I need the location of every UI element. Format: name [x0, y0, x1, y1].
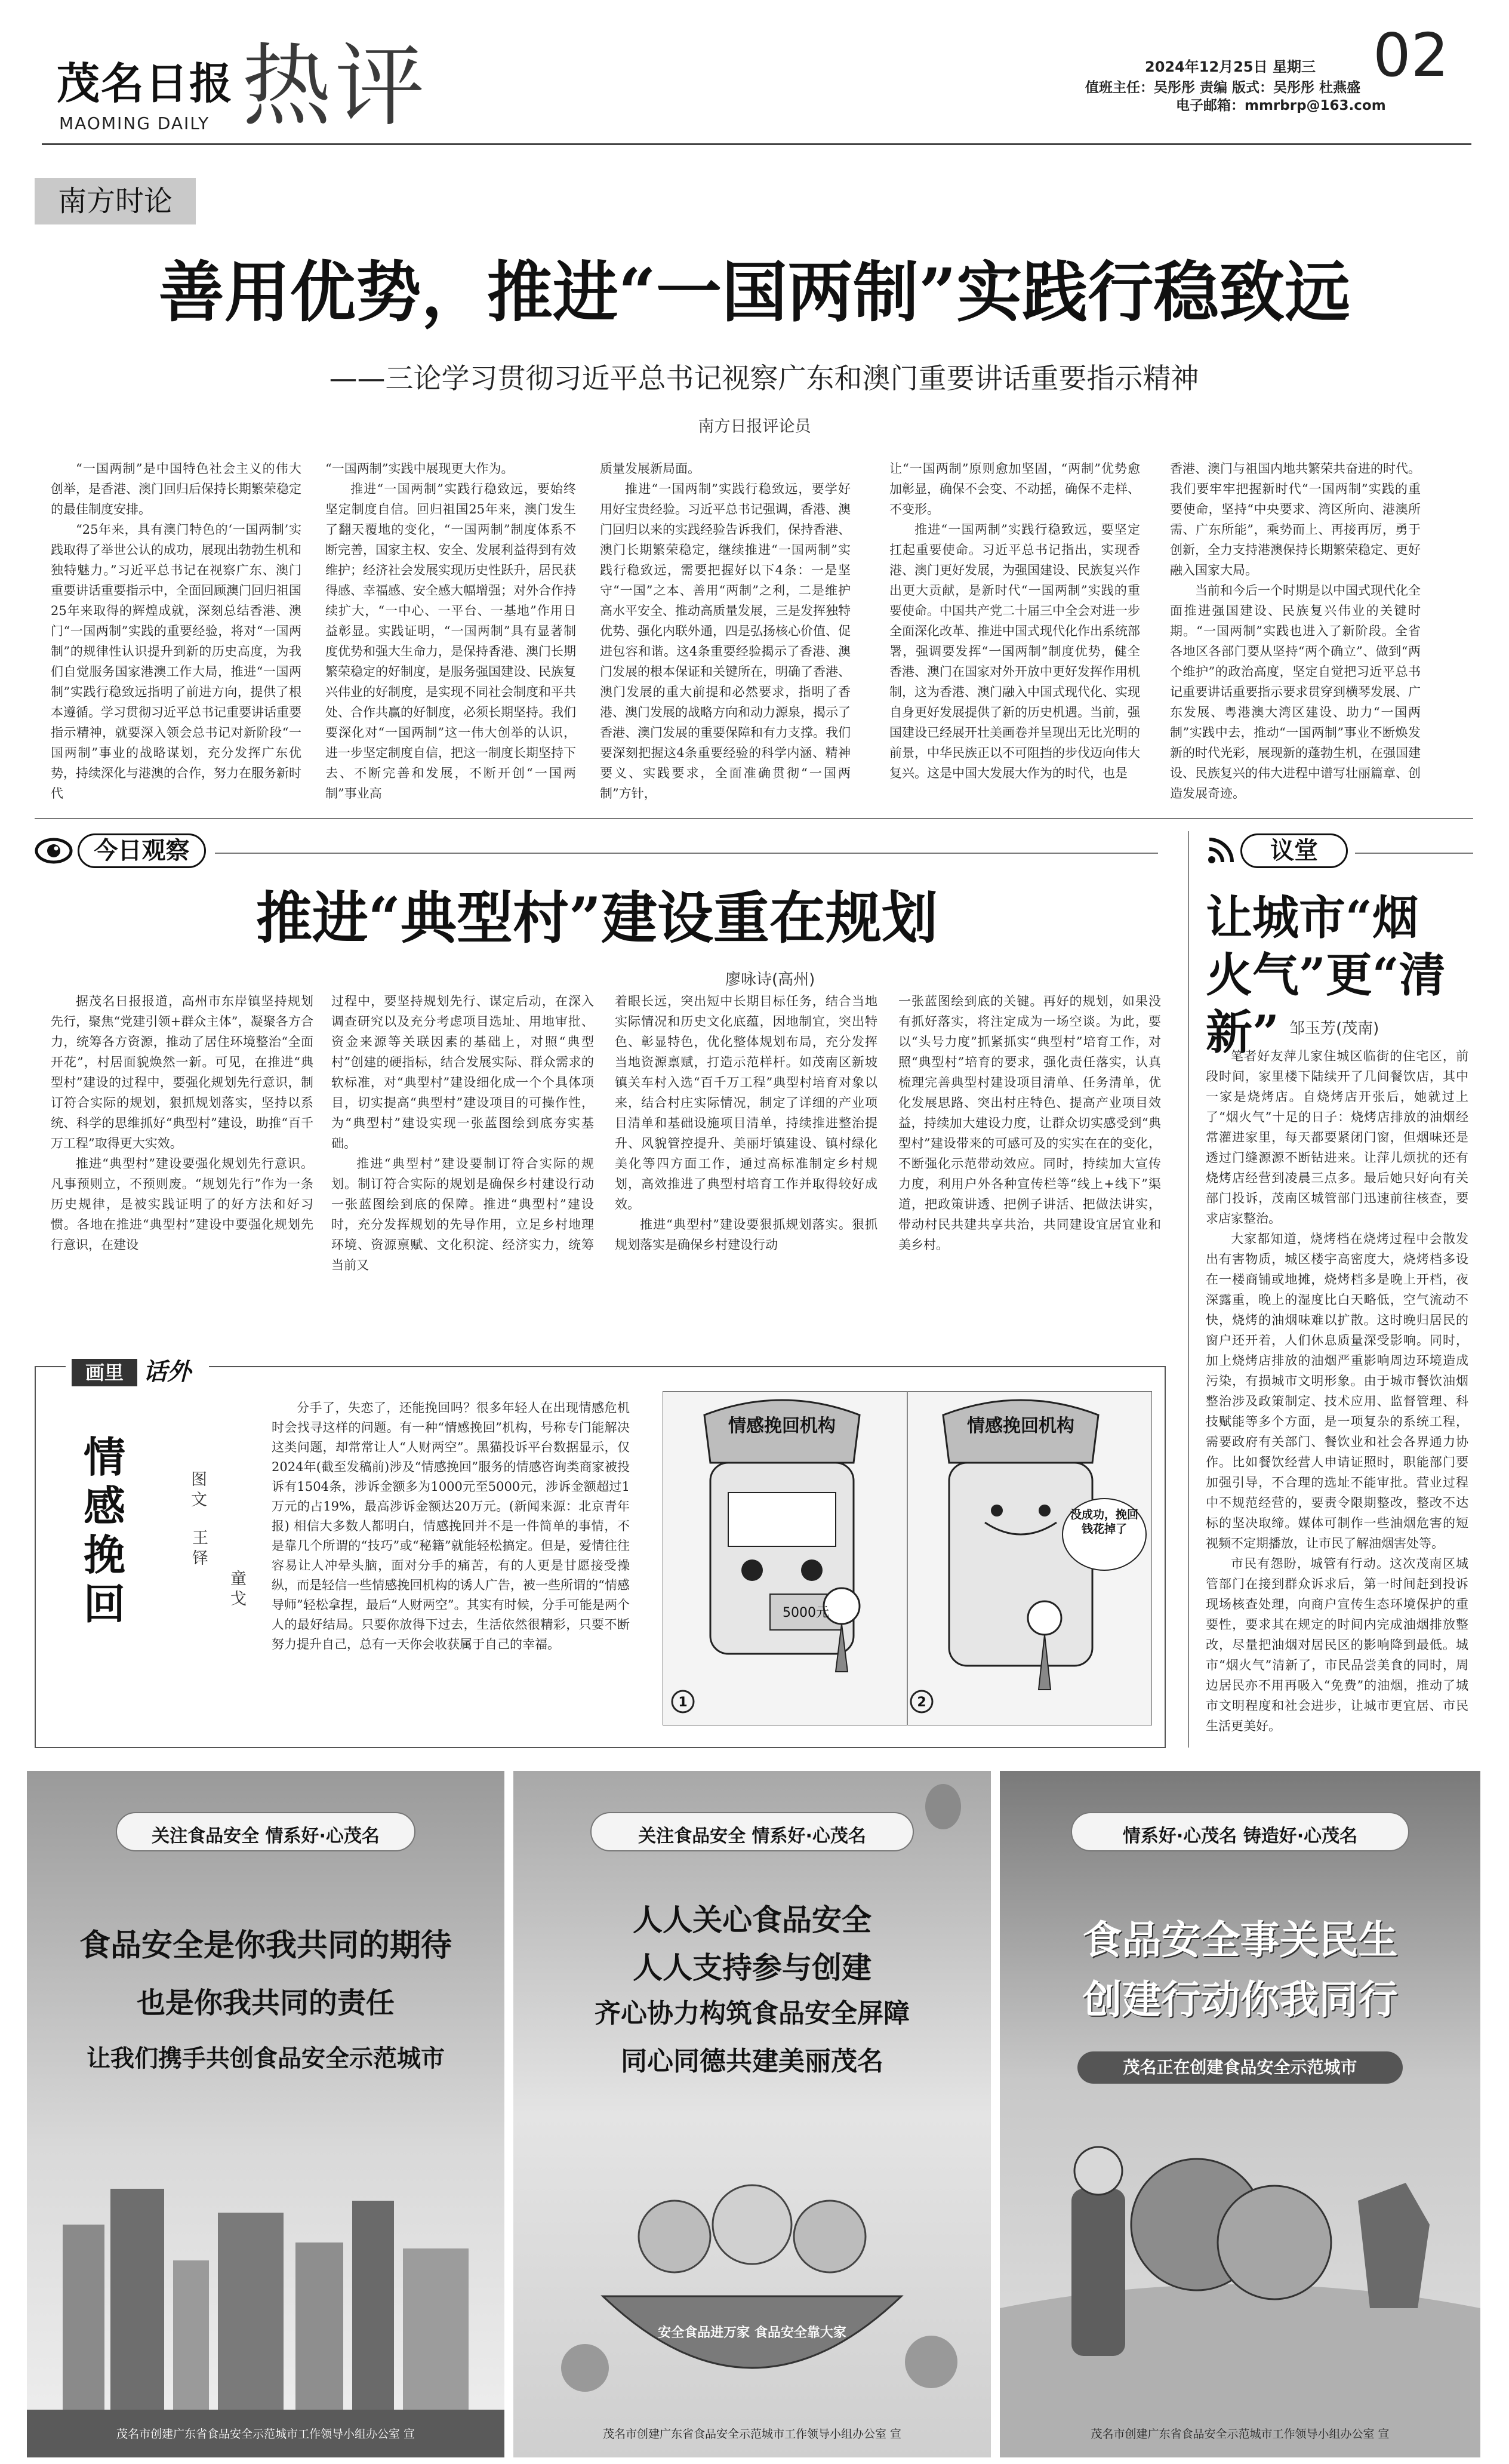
poster-3: [1000, 1771, 1480, 2457]
cartoon-tag-a: 画里: [72, 1359, 137, 1386]
observe-title: 推进“典型村”建设重在规划: [255, 885, 938, 951]
email-line: 电子邮箱：mmrbrp@163.com: [1176, 98, 1386, 113]
paragraph: 推进“典型村”建设要狠抓规划落实。狠抓规划落实是确保乡村建设行动: [615, 1217, 877, 1252]
paragraph: 分手了，失恋了，还能挽回吗？很多年轻人在出现情感危机时会找寻这样的问题。有一种“情感挽回”机构，号称专门能解决这类问题，却常常让人“人财两空”。黑猫投诉平台数据显示，仅2024年(截至发稿前)涉及“情感挽回”服务的情感咨询类商家被投诉有1504条，涉诉金额多为1000元至5000元，涉诉金额超过1万元的占19%，最高涉诉金额达20万元。(新闻来源：北京青年报) 相信大多数人都明白，情感挽回并不是一件简单的事情，不是靠几个所谓的“技巧”或“秘籍”就能轻松搞定。但是，爱情往往容易让人冲晕头脑，面对分手的痛苦，有的人更是甘愿接受操纵，而是轻信一些情感挽回机构的诱人广告，被一些所谓的“情感导师”轻松拿捏，最后“人财两空”。其实有时候，分手可能是两个人的最好结局。只要你放得下过去，生活依然很精彩，只要不断努力提升自己，总有一天你会收获属于自己的幸福。: [272, 1401, 630, 1651]
logo-block: [57, 49, 234, 133]
paragraph: 过程中，要坚持规划先行、谋定后动，在深入调查研究以及充分考虑项目选址、用地审批、资金来源等关联因素的基础上，对照“典型村”创建的硬指标，结合发展实际、群众需求的软标准，对“典型村”建设细化成一个个具体项目，切实提高“典型村”建设项目的可操作性，为“典型村”建设实现一张蓝图绘到底夯实基础。: [331, 994, 594, 1151]
poster-3-footer: 茂名市创建广东省食品安全示范城市工作领导小组办公室 宣: [1091, 2428, 1390, 2441]
logo-en: MAOMING DAILY: [59, 113, 210, 133]
broadcast-icon: [1206, 836, 1236, 866]
poster-3-line-1: 食品安全事关民生: [1082, 1917, 1398, 1963]
panel-1-number: 1: [678, 1695, 688, 1710]
eye-icon: [35, 835, 73, 867]
paragraph: 着眼长远，突出短中长期目标任务，结合当地实际情况和历史文化底蕴，因地制宜，突出特色、彰显特色，优化整体规划布局，充分发挥当地资源禀赋，打造示范样杆。如茂南区新坡镇关车村入选“百千万工程”典型村培育对象以来，结合村庄实际情况，制定了详细的产业项目清单和基础设施项目清单，持续推进整治提升、风貌管控提升、美丽圩镇建设、镇村绿化美化等四方面工作，通过高标准制定乡村规划，高效推进了典型村培育工作并取得较好成效。: [615, 994, 877, 1211]
poster-3-art: [1000, 1771, 1480, 2457]
lead-column-5: [1170, 459, 1421, 805]
paragraph: 推进“一国两制”实践行稳致远，要始终坚定制度自信。回归祖国25年来，澳门发生了翻天覆地的变化，“一国两制”制度体系不断完善，国家主权、安全、发展利益得到有效维护；经济社会发展实现历史性跃升，居民获得感、幸福感、安全感大幅增强；对外合作持续扩大，“一中心、一平台、一基地”作用日益彰显。实践证明，“一国两制”具有显著制度优势和强大生命力，是保持香港、澳门长期繁荣稳定的好制度，是服务强国建设、民族复兴伟业的好制度，是实现不同社会制度和平共处、合作共赢的好制度，必须长期坚持。我们要深化对“一国两制”这一伟大创举的认识，进一步坚定制度自信，把这一制度长期坚持下去、不断完善和发展，不断开创“一国两制”事业高: [325, 482, 576, 801]
cartoon-title: 情感挽回: [84, 1432, 125, 1629]
logo: 茂名日报: [57, 58, 234, 109]
panel-1-sign: 情感挽回机构: [728, 1416, 836, 1436]
paragraph: 笔者好友萍儿家住城区临街的住宅区，前段时间，家里楼下陆续开了几间餐饮店，其中一家是烧烤店。自烧烤店开张后，她就过上了“烟火气”十足的日子：烧烤店排放的油烟经常灌进家里，每天都要紧闭门窗，但烟味还是透过门缝源源不断钻进来。让萍儿烦扰的还有烧烤店经营到凌晨三点多。最后她只好向有关部门投诉，茂南区城管部门迅速前往核查，要求店家整治。: [1206, 1049, 1468, 1226]
section-divider: [35, 818, 1473, 819]
paragraph: 香港、澳门与祖国内地共繁荣共奋进的时代。我们要牢牢把握新时代“一国两制”实践的重要使命，坚持“中央要求、湾区所向、港澳所需、广东所能”，乘势而上、再接再厉，勇于创新，全力支持港澳保持长期繁荣稳定、更好融入国家大局。: [1170, 462, 1421, 577]
lead-column-4: [889, 459, 1140, 805]
paragraph: 推进“一国两制”实践行稳致远，要坚定扛起重要使命。习近平总书记指出，实现香港、澳门更好发展，为强国建设、民族复兴作出更大贡献，是新时代“一国两制”实践的重要使命。中国共产党二十届三中全会对进一步全面深化改革、推进中国式现代化作出系统部署，强调要发挥“一国两制”制度优势，健全香港、澳门在国家对外开放中更好发挥作用机制，这为香港、澳门融入中国式现代化、实现自身更好发展提供了新的历史机遇。当前，强国建设已经展开壮美画卷并呈现出无比光明的前景，中华民族正以不可阻挡的步伐迈向伟大复兴。这是中国大发展大作为的时代，也是: [889, 522, 1140, 780]
yiyi-title: 让城市“烟火气”更“清新”: [1206, 891, 1446, 1060]
page-number: 02: [1373, 20, 1449, 90]
observe-column-2: [331, 991, 594, 1349]
yiyi-byline: 邹玉芳(茂南): [1289, 1020, 1379, 1038]
paragraph: 据茂名日报报道，高州市东岸镇坚持规划先行，聚焦“党建引领+群众主体”，凝聚各方合力，统筹各方资源，推动了居住环境整治“全面开花”，村居面貌焕然一新。可见，在推进“典型村”建设的过程中，要强化规划先行意识，制订符合实际的规划，狠抓规划落实，坚持以系统、科学的思维抓好“典型村”建设，助推“百千万工程”取得更大实效。: [51, 994, 313, 1151]
cartoon-credit-c: 童戈: [230, 1570, 247, 1608]
poster-2-line-4: 同心同德共建美丽茂名: [621, 2046, 883, 2077]
cartoon-text: [272, 1398, 630, 1733]
poster-1: [27, 1771, 504, 2457]
cartoon-illustration: [663, 1391, 1152, 1725]
yiyi-tag-label: 议堂: [1240, 833, 1348, 868]
lead-column-2: [325, 459, 576, 805]
poster-1-footer: 茂名市创建广东省食品安全示范城市工作领导小组办公室 宣: [116, 2428, 415, 2441]
panel-1-bottle: 5000元: [783, 1605, 829, 1620]
poster-2-line-1: 人人关心食品安全: [633, 1903, 871, 1937]
cartoon-tag: [66, 1354, 209, 1390]
observe-tag: [35, 831, 208, 870]
observe-column-1: [51, 991, 313, 1349]
paragraph: 让“一国两制”原则愈加坚固，“两制”优势愈加彰显，确保不会变、不动摇，确保不走样、不变形。: [889, 462, 1140, 516]
poster-2-line-2: 人人支持参与创建: [633, 1951, 871, 1985]
poster-2: [513, 1771, 991, 2457]
yiyi-tag: [1206, 831, 1349, 870]
paragraph: 一张蓝图绘到底的关键。再好的规划，如果没有抓好落实，将注定成为一场空谈。为此，要以“头号力度”抓紧抓实“典型村”培育工作，对照“典型村”培育的要求，强化责任落实，认真梳理完善典型村建设项目清单、任务清单，优化发展思路、突出村庄特色、提高产业项目效益，持续加大建设力度，让群众切实感受到“典型村”建设带来的可感可及的实实在在的变化，不断强化示范带动效应。同时，持续加大宣传力度，利用户外各种宣传栏等“线上+线下”渠道，把政策讲透、把例子讲活、把做法讲实，带动村民共建共享共治，共同建设宜居宜业和美乡村。: [898, 994, 1161, 1252]
poster-3-banner: 茂名正在创建食品安全示范城市: [1077, 2051, 1403, 2084]
paragraph: 推进“典型村”建设要强化规划先行意识。凡事预则立，不预则废。“规划先行”作为一条历史规律，是被实践证明了的好方法和好习惯。各地在推进“典型村”建设中要强化规划先行意识，在建设: [51, 1156, 313, 1252]
column-tag: 南方时论: [35, 178, 196, 224]
observe-column-3: [615, 991, 877, 1349]
poster-1-line-3: 让我们携手共创食品安全示范城市: [87, 2045, 445, 2072]
poster-1-line-2: 也是你我共同的责任: [136, 1986, 395, 2020]
masthead-rule: [42, 143, 1471, 145]
masthead: [0, 0, 1509, 179]
cartoon-credit-a: 图文: [191, 1471, 207, 1509]
issue-date: 2024年12月25日 星期三: [1145, 59, 1316, 75]
observe-tag-rule: [215, 853, 1158, 854]
poster-3-header: 情系好·心茂名 铸造好·心茂名: [1122, 1826, 1358, 1847]
poster-3-line-2: 创建行动你我同行: [1082, 1977, 1398, 2023]
observe-byline: 廖咏诗(高州): [725, 971, 815, 989]
yiyi-tag-rule: [1355, 853, 1473, 854]
poster-1-line-1: 食品安全是你我共同的期待: [79, 1928, 452, 1964]
poster-2-header: 关注食品安全 情系好·心茂名: [638, 1826, 866, 1847]
paragraph: 大家都知道，烧烤档在烧烤过程中会散发出有害物质，城区楼宇高密度大，烧烤档多设在一楼商铺或地摊，烧烤档多是晚上开档，夜深露重，晚上的湿度比白天略低，空气流动不快，烧烤的油烟味难以扩散。这时晚归居民的窗户还开着，人们休息质量深受影响。同时，加上烧烤店排放的油烟严重影响周边环境造成污染，有损城市文明形象。由于城市餐饮油烟整治涉及政策制定、技术应用、监督管理、科技赋能等多个方面，是一项复杂的系统工程，需要政府有关部门、餐饮业和社会各界通力协作。比如餐饮经营人申请证照时，职能部门要加强引导，不合理的选址不能审批。营业过程中不规范经营的，要责令限期整改，整改不达标的坚决取缔。媒体可制作一些油烟危害的短视频不定期播放，让市民了解油烟害处等。: [1206, 1232, 1468, 1551]
section-title: 热评: [242, 35, 429, 139]
editor-line: 值班主任：吴彤彤 责编 版式：吴彤彤 杜燕盛: [1085, 80, 1361, 96]
cartoon-credit-b: 王铎: [192, 1529, 208, 1568]
poster-2-art: [513, 1771, 991, 2457]
paragraph: “一国两制”实践中展现更大作为。: [325, 462, 514, 476]
cartoon-tag-b: 话外: [143, 1358, 191, 1386]
paragraph: 推进“一国两制”实践行稳致远，要学好用好宝贵经验。习近平总书记强调，香港、澳门回归以来的实践经验告诉我们，保持香港、澳门长期繁荣稳定，继续推进“一国两制”实践行稳致远，需要把握好以下4条：一是坚守“一国”之本、善用“两制”之利，二是维护高水平安全、推动高质量发展，三是发挥独特优势、强化内联外通，四是弘扬核心价值、促进包容和谐。这4条重要经验揭示了香港、澳门发展的根本保证和关键所在，明确了香港、澳门发展的重大前提和必然要求，指明了香港、澳门发展的战略方向和动力源泉，揭示了香港、澳门发展的重要保障和有力支撑。我们要深刻把握这4条重要经验的科学内涵、精神要义、实践要求，全面准确贯彻“一国两制”方针，: [600, 482, 851, 801]
poster-1-art: [27, 1771, 504, 2457]
paragraph: 质量发展新局面。: [600, 462, 700, 476]
panel-2-number: 2: [917, 1695, 926, 1710]
headline-byline: 南方日报评论员: [698, 417, 811, 436]
vertical-divider: [1188, 831, 1189, 1748]
observe-column-4: [898, 991, 1161, 1349]
paragraph: “25年来，具有澳门特色的‘一国两制’实践取得了举世公认的成功，展现出勃勃生机和独特魅力。”习近平总书记在视察广东、澳门重要讲话重要指示中，全面回顾澳门回归祖国25年来取得的辉煌成就，深刻总结香港、澳门“一国两制”实践的重要经验，将对“一国两制”的规律性认识提升到新的历史高度，为我们自觉服务国家港澳工作大局，推进“一国两制”实践行稳致远指明了前进方向，提供了根本遵循。学习贯彻习近平总书记重要讲话重要指示精神，就要深入领会总书记对新阶段“一国两制”事业的战略谋划，充分发挥广东优势，持续深化与港澳的合作，努力在服务新时代: [51, 522, 301, 801]
yiyi-body: [1206, 1046, 1468, 1745]
lead-column-3: [600, 459, 851, 805]
panel-2-bubble: 没成功，挽回钱花掉了: [1070, 1508, 1138, 1536]
poster-2-line-3: 齐心协力构筑食品安全屏障: [595, 1998, 910, 2029]
observe-tag-label: 今日观察: [78, 833, 206, 868]
paragraph: 市民有怨盼，城管有行动。这次茂南区城管部门在接到群众诉求后，第一时间赶到投诉现场核查处理，向商户宣传生态环境保护的重要性，要求其在规定的时间内完成油烟排放整改，尽量把油烟对居民区的影响降到最低。城市“烟火气”清新了，市民品尝美食的同时，周边居民亦不用再吸入“免费”的油烟，推动了城市文明程度和社会进步，让城市更宜居、市民生活更美好。: [1206, 1556, 1468, 1733]
poster-1-header: 关注食品安全 情系好·心茂名: [152, 1826, 380, 1847]
panel-2-sign: 情感挽回机构: [967, 1416, 1074, 1436]
headline-subtitle: ——三论学习贯彻习近平总书记视察广东和澳门重要讲话重要指示精神: [329, 362, 1199, 395]
poster-2-bowl-text: 安全食品进万家 食品安全靠大家: [658, 2325, 846, 2340]
headline-title: 善用优势，推进“一国两制”实践行稳致远: [158, 254, 1351, 331]
lead-column-1: [51, 459, 301, 805]
paragraph: 当前和今后一个时期是以中国式现代化全面推进强国建设、民族复兴伟业的关键时期。“一国两制”实践也进入了新阶段。全省各地区各部门要从坚持“两个确立”、做到“两个维护”的政治高度，坚定自觉把习近平总书记重要讲话重要指示要求贯穿到横琴发展、广东发展、粤港澳大湾区建设、助力“一国两制”实践中去，推动“一国两制”事业不断焕发新的时代光彩，展现新的蓬勃生机，在强国建设、民族复兴的伟大进程中谱写壮丽篇章、创造发展奇迹。: [1170, 583, 1421, 801]
poster-2-footer: 茂名市创建广东省食品安全示范城市工作领导小组办公室 宣: [602, 2428, 902, 2441]
paragraph: 推进“典型村”建设要制订符合实际的规划。制订符合实际的规划是确保乡村建设行动一张蓝图绘到底的保障。推进“典型村”建设时，充分发挥规划的先导作用，立足乡村地理环境、资源禀赋、文化积淀、经济实力，统筹当前又: [331, 1156, 594, 1272]
paragraph: “一国两制”是中国特色社会主义的伟大创举，是香港、澳门回归后保持长期繁荣稳定的最佳制度安排。: [51, 462, 301, 516]
